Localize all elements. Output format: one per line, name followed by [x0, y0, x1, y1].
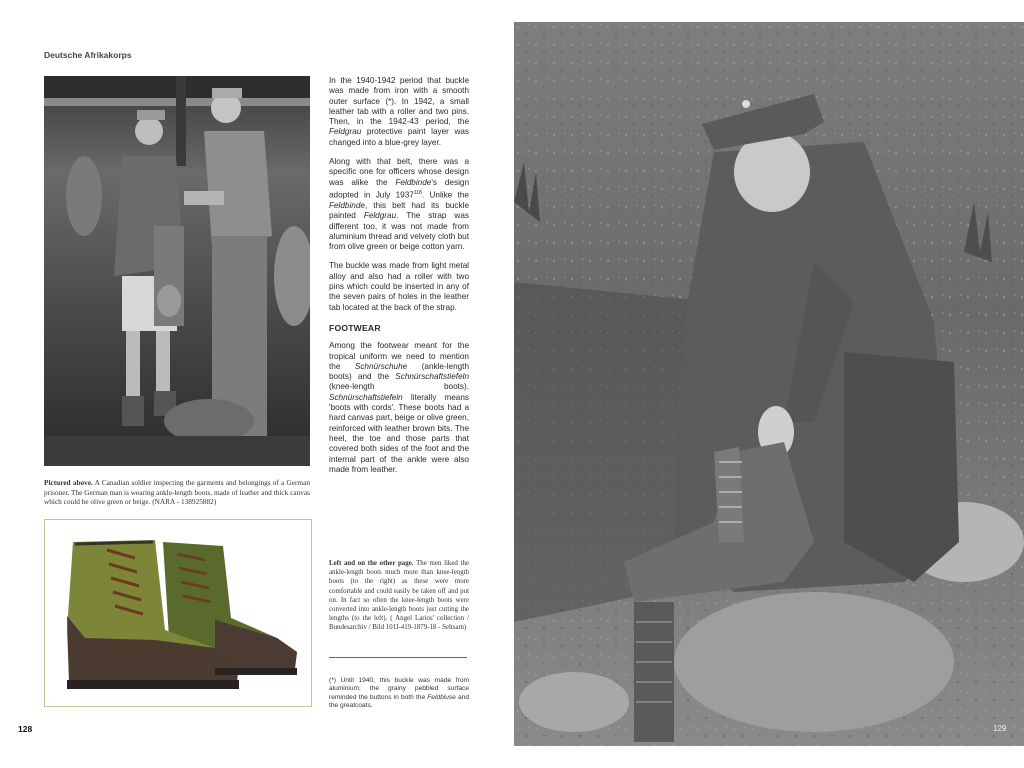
seated-soldier-photo	[514, 22, 1024, 746]
text-run: . The strap was different too, it was not made from aluminium thread and velvety cloth but from olive green or beige cotton yarn.	[329, 211, 469, 252]
section-heading-footwear: FOOTWEAR	[329, 322, 381, 333]
text-run-italic: Feldbluse	[427, 693, 456, 701]
text-run: , this belt had its buckle painted	[329, 201, 469, 221]
paragraph-buckle	[329, 76, 469, 148]
text-run-italic: Feldgrau	[363, 211, 397, 221]
text-run: . Unlike the	[421, 190, 469, 200]
page-number-left: 128	[18, 724, 33, 734]
text-run-italic: Feldgrau	[329, 127, 362, 137]
text-run-italic: Feldbinde	[329, 201, 365, 210]
text-run: 's design adopted in July 1937	[329, 177, 469, 200]
text-run: In the 1940-1942 period that buckle was made from iron with a smooth outer surface (*). In 1942, a small leather tab with a roller and two pins. Then, in the 1942-43 period, the	[329, 76, 469, 127]
text-run-italic: Feldbinde	[395, 177, 432, 187]
boots-photo-frame	[44, 519, 312, 707]
running-head: Deutsche Afrikakorps	[44, 50, 132, 60]
text-run: Along with that belt, there was a specific one for officers whose design was alike the	[329, 157, 469, 187]
body-text-column	[329, 76, 469, 484]
text-run: literally means 'boots with cords'. These boots had a hard canvas part, beige or olive green, reinforced with leather brown bits. The heel, the toe and those parts that covered both sides of the foot and the internal part of the ankle were also made from leather.	[329, 392, 469, 474]
text-run-italic: Schnürschaftstiefeln	[395, 372, 469, 382]
caption-text: The men liked the ankle-length boots much more than knee-length boots (to the right) as these were more comfortable and could easily be taken off and put on. In fact so often the knee-length boots were converted into ankle-length boots just cutting the lengths (to the left). ( Angel Larios' collection / Bundesarchiv / Bild 101I-419-1879-18 - Seltsam)	[329, 560, 470, 632]
caption-lead: Pictured above.	[44, 478, 93, 487]
text-run: (*) Until 1940, this buckle was made from aluminium; the grainy pebbled surface reminded the buttons in both the	[329, 677, 469, 701]
text-run: and the greatcoats.	[329, 693, 469, 709]
boots-caption	[329, 559, 469, 633]
soldiers-photo	[44, 76, 310, 466]
text-run: protective paint layer was changed into a blue-grey layer.	[329, 127, 469, 147]
text-run-italic: Schnürschuhe	[354, 361, 408, 371]
footnote-ref: 118	[413, 189, 422, 196]
text-run: (ankle-length boots) and the	[329, 361, 469, 382]
paragraph-officers-belt	[329, 157, 469, 252]
paragraph-buckle-alloy: The buckle was made from light metal alloy and also had a roller with two pins which could be inserted in any of the seven pairs of holes in the leather tab located at the back of the strap.	[329, 261, 469, 312]
caption-lead: Left and on the other page.	[329, 560, 414, 567]
paragraph-footwear	[329, 341, 469, 475]
text-run: (knee-length boots).	[329, 382, 469, 392]
caption-text: A Canadian soldier inspecting the garments and belongings of a German prisoner. The German man is wearing ankle-length boots, made of leather and thick canvas which could be olive green or beige. (NARA - 138925882)	[44, 478, 310, 507]
footnote-divider	[329, 657, 467, 658]
top-photo-caption	[44, 478, 310, 507]
text-run-italic: Schnürschaftstiefeln	[329, 392, 403, 402]
footnote	[329, 677, 469, 710]
ankle-boots-photo	[45, 520, 311, 706]
page-number-right: 129	[993, 724, 1007, 733]
text-run: Among the footwear meant for the tropical uniform we need to mention the	[329, 341, 469, 371]
